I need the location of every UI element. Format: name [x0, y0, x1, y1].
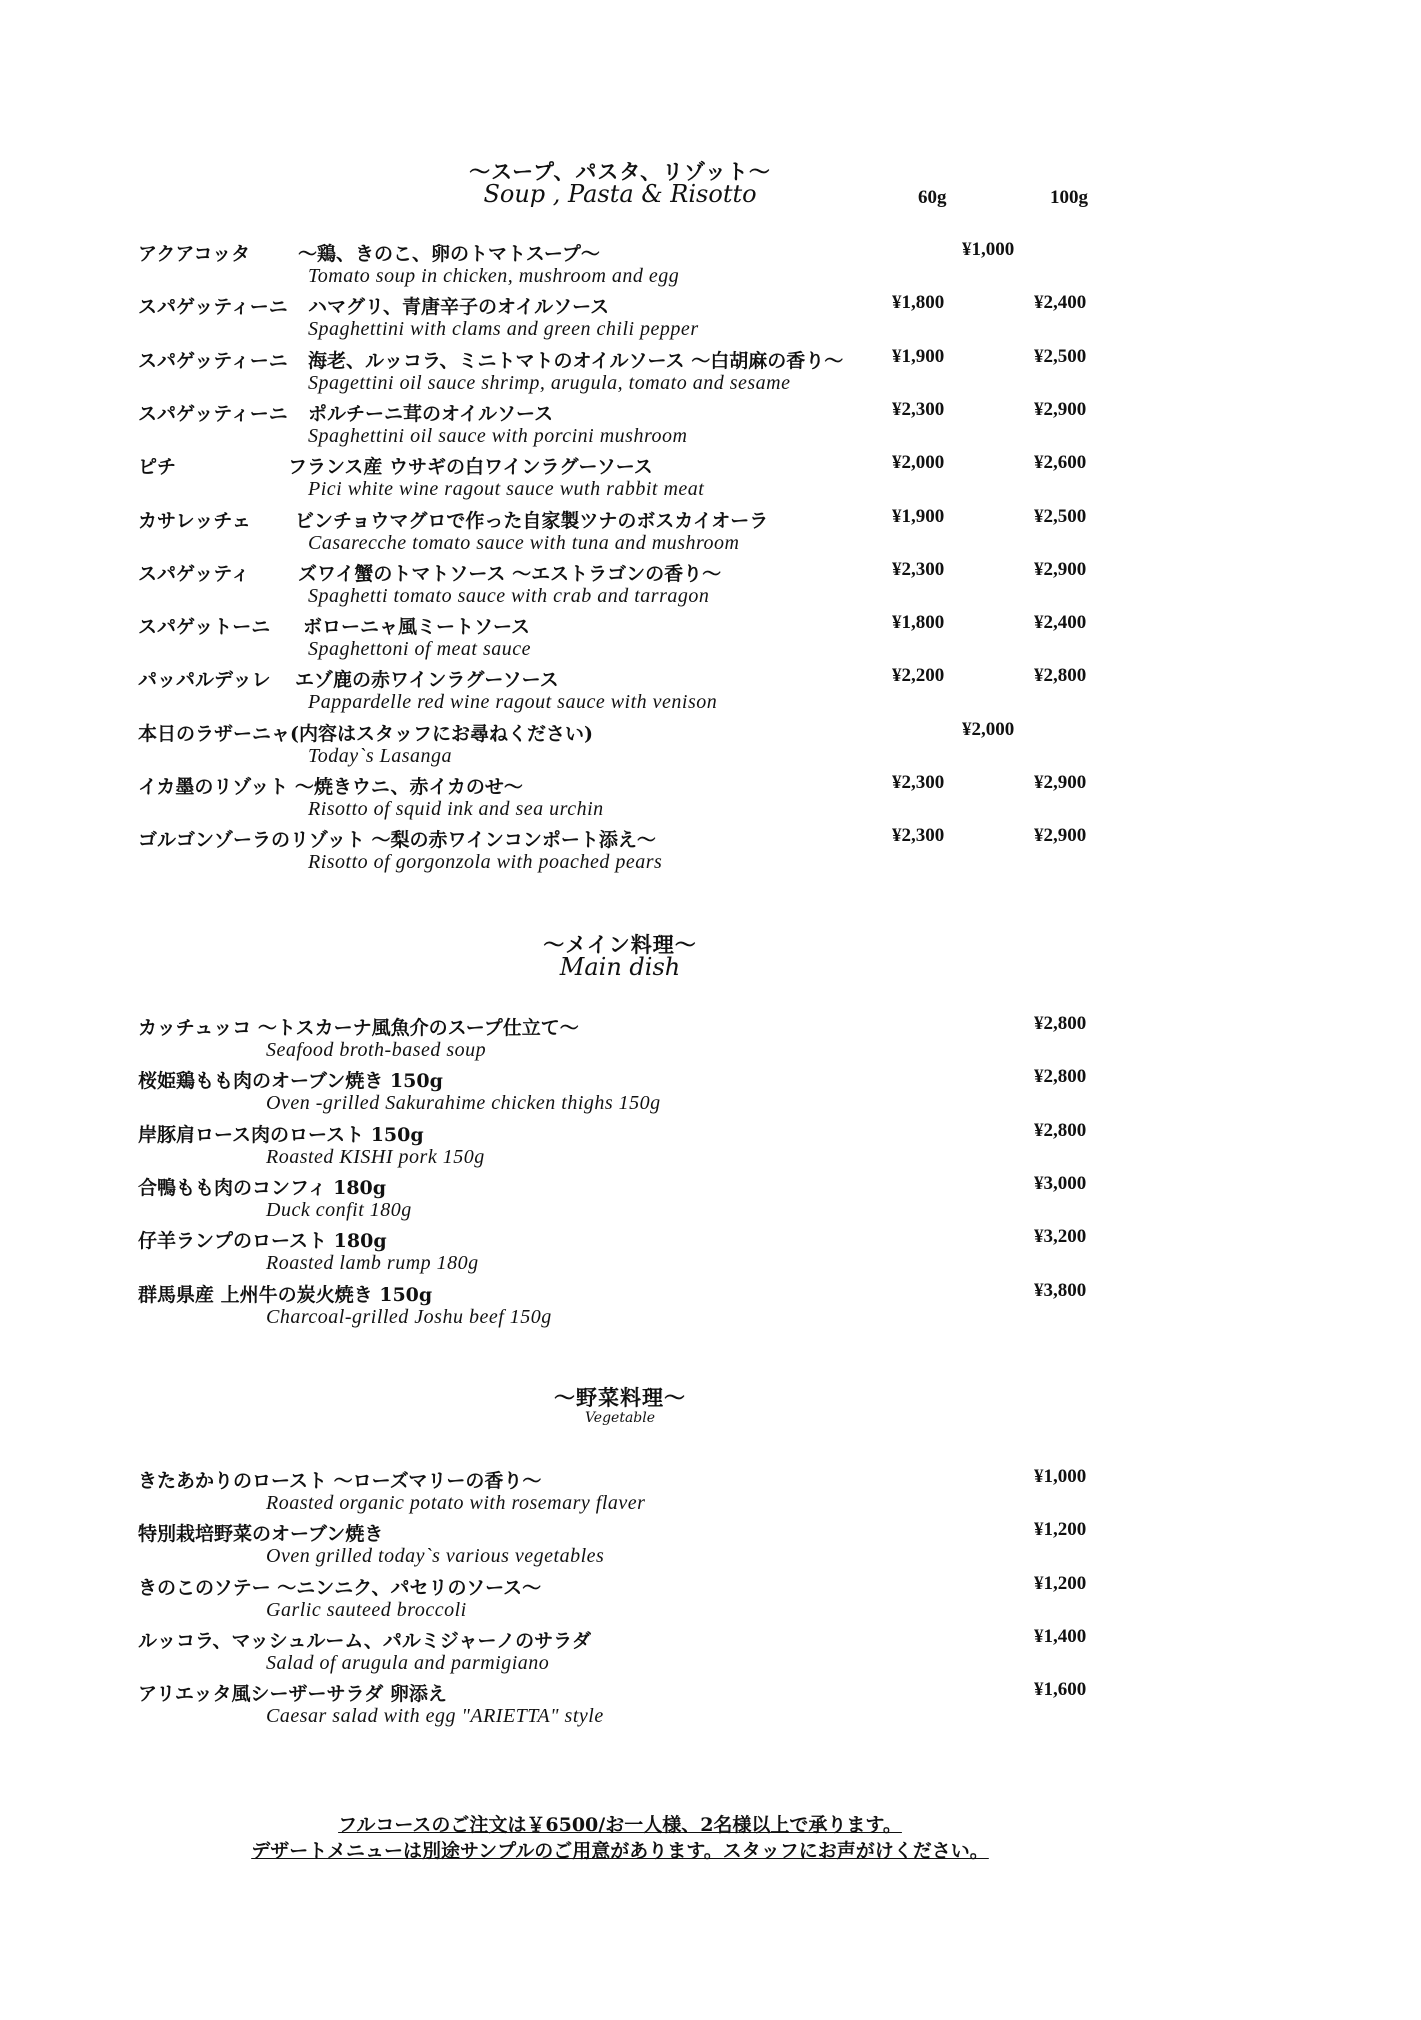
item-price-60g: ¥2,000: [892, 452, 945, 474]
item-english-name: Seafood broth-based soup: [266, 1039, 487, 1061]
item-name: 岸豚肩ロース肉のロースト 150g: [138, 1123, 424, 1146]
item-description: ポルチーニ茸のオイルソース: [308, 402, 554, 425]
item-english-name: Salad of arugula and parmigiano: [266, 1651, 550, 1674]
vegetable-subtitle: Vegetable: [584, 1410, 656, 1426]
item-price: ¥1,600: [1034, 1679, 1087, 1701]
item-price: ¥1,000: [1034, 1466, 1087, 1487]
item-name: スパゲッティ: [138, 562, 250, 585]
item-name: アリエッタ風シーザーサラダ 卵添え: [138, 1683, 447, 1706]
menu-item: [138, 665, 1138, 718]
item-name: スパゲッティーニ: [138, 296, 288, 319]
item-name: ルッコラ、マッシュルーム、パルミジャーノのサラダ: [138, 1629, 591, 1652]
item-name: 特別栽培野菜のオーブン焼き: [138, 1523, 384, 1546]
item-price: ¥3,800: [1034, 1279, 1087, 1301]
item-price-60g: ¥1,900: [892, 345, 945, 367]
menu-item: [138, 1173, 1138, 1226]
menu-item: [138, 1466, 1138, 1519]
item-description: ボローニャ風ミートソース: [303, 616, 531, 639]
item-price-60g: ¥2,300: [892, 772, 945, 793]
item-description: ビンチョウマグロで作った自家製ツナのボスカイオーラ: [295, 509, 769, 532]
menu-item: [138, 292, 1138, 345]
item-name: カッチュッコ ～トスカーナ風魚介のスープ仕立て～: [138, 1017, 579, 1039]
menu-item: [138, 1679, 1138, 1732]
item-english-name: Pappardelle red wine ragout sauce with venison: [308, 691, 718, 714]
item-price: ¥1,200: [1034, 1519, 1087, 1541]
item-price-100g: ¥2,600: [1034, 452, 1087, 474]
item-english-name: Caesar salad with egg "ARIETTA" style: [266, 1705, 604, 1728]
item-price-100g: ¥2,400: [1034, 612, 1087, 634]
menu-item: [138, 719, 1138, 772]
item-price-100g: ¥2,900: [1034, 825, 1087, 847]
soup-pasta-risotto-title: ～スープ、パスタ、リゾット～: [469, 159, 771, 184]
menu-item: [138, 239, 1138, 292]
item-name: 桜姫鶏もも肉のオーブン焼き 150g: [138, 1070, 443, 1093]
item-english-name: Risotto of gorgonzola with poached pears: [308, 851, 663, 874]
item-name: 本日のラザーニャ(内容はスタッフにお尋ねください): [138, 722, 593, 745]
item-name: スパゲッティーニ: [138, 402, 288, 425]
footer-dessert-note: デザートメニューは別途サンプルのご用意があります。スタッフにお声がけください。: [251, 1840, 989, 1862]
item-description: フランス産 ウサギの白ワインラグーソース: [288, 456, 653, 479]
item-english-name: Spaghettini with clams and green chili pepper: [308, 318, 699, 341]
menu-item: [138, 1280, 1138, 1333]
menu-item: [138, 1120, 1138, 1173]
menu-item: [138, 825, 1138, 878]
item-name: パッパルデッレ: [138, 669, 271, 692]
item-price: ¥1,200: [1034, 1572, 1087, 1594]
menu-item: [138, 506, 1138, 559]
menu-item: [138, 1519, 1138, 1572]
item-price-100g: ¥2,500: [1034, 345, 1087, 367]
item-price: ¥2,800: [1034, 1119, 1087, 1141]
item-price-60g: ¥2,300: [892, 558, 945, 580]
item-english-name: Roasted lamb rump 180g: [266, 1252, 479, 1275]
item-description: エゾ鹿の赤ワインラグーソース: [295, 669, 559, 692]
item-price: ¥1,000: [962, 239, 1015, 260]
soup-pasta-risotto-subtitle: Soup , Pasta & Risotto: [483, 180, 757, 208]
item-english-name: Oven -grilled Sakurahime chicken thighs 150g: [266, 1092, 661, 1115]
menu-item: [138, 772, 1138, 825]
menu-item: [138, 452, 1138, 505]
menu-item: [138, 1626, 1138, 1679]
menu-item: [138, 1573, 1138, 1626]
menu-item: [138, 1066, 1138, 1119]
item-name: ゴルゴンゾーラのリゾット ～梨の赤ワインコンポート添え～: [138, 829, 656, 852]
item-price: ¥2,800: [1034, 1013, 1087, 1034]
item-name: ピチ: [138, 456, 177, 479]
item-english-name: Roasted organic potato with rosemary flaver: [266, 1492, 646, 1514]
vegetable-title: ～野菜料理～: [554, 1385, 686, 1410]
item-price: ¥3,000: [1034, 1172, 1087, 1194]
item-price-100g: ¥2,800: [1034, 665, 1087, 687]
item-description: ～鶏、きのこ、卵のトマトスープ～: [298, 243, 600, 265]
item-english-name: Spagettini oil sauce shrimp, arugula, tomato and sesame: [308, 371, 791, 394]
item-name: イカ墨のリゾット ～焼きウニ、赤イカのせ～: [138, 776, 523, 798]
item-description: ハマグリ、青唐辛子のオイルソース: [308, 296, 610, 319]
item-price-60g: ¥2,300: [892, 825, 945, 847]
item-description: 海老、ルッコラ、ミニトマトのオイルソース ～白胡麻の香り～: [308, 349, 844, 372]
item-english-name: Charcoal-grilled Joshu beef 150g: [266, 1305, 552, 1328]
menu-item: [138, 346, 1138, 399]
item-price-100g: ¥2,400: [1034, 292, 1087, 314]
item-price: ¥2,800: [1034, 1066, 1087, 1088]
item-price-100g: ¥2,500: [1034, 505, 1087, 527]
item-price-100g: ¥2,900: [1034, 558, 1087, 580]
item-name: きのこのソテー ～ニンニク、パセリのソース～: [138, 1576, 542, 1599]
item-english-name: Tomato soup in chicken, mushroom and egg: [308, 265, 680, 287]
item-english-name: Pici white wine ragout sauce wuth rabbit meat: [308, 478, 705, 501]
item-price-60g: ¥1,900: [892, 505, 945, 527]
menu-item: [138, 1013, 1138, 1066]
item-english-name: Roasted KISHI pork 150g: [266, 1145, 485, 1168]
item-price-100g: ¥2,900: [1034, 398, 1087, 420]
item-price: ¥3,200: [1034, 1226, 1087, 1248]
item-price: ¥2,000: [962, 718, 1015, 740]
item-name: 仔羊ランプのロースト 180g: [138, 1230, 387, 1253]
item-price-60g: ¥1,800: [892, 292, 945, 314]
item-english-name: Spaghetti tomato sauce with crab and tarragon: [308, 584, 710, 607]
item-english-name: Oven grilled today`s various vegetables: [266, 1545, 605, 1568]
item-name: 群馬県産 上州牛の炭火焼き 150g: [138, 1283, 433, 1306]
main-dish-title: ～メイン料理～: [543, 932, 697, 957]
item-name: きたあかりのロースト ～ローズマリーの香り～: [138, 1470, 542, 1492]
column-header-60g: 60g: [918, 187, 947, 208]
item-english-name: Garlic sauteed broccoli: [266, 1598, 467, 1621]
item-english-name: Today`s Lasanga: [308, 744, 453, 767]
menu-item: [138, 399, 1138, 452]
item-price-60g: ¥2,200: [892, 665, 945, 687]
menu-item: [138, 1226, 1138, 1279]
item-price-100g: ¥2,900: [1034, 772, 1087, 793]
item-english-name: Duck confit 180g: [266, 1198, 412, 1221]
item-price-60g: ¥2,300: [892, 398, 945, 420]
item-english-name: Risotto of squid ink and sea urchin: [308, 798, 604, 820]
item-description: ズワイ蟹のトマトソース ～エストラゴンの香り～: [298, 562, 722, 585]
item-english-name: Casarecche tomato sauce with tuna and mushroom: [308, 531, 740, 554]
item-english-name: Spaghettoni of meat sauce: [308, 638, 532, 661]
main-dish-subtitle: Main dish: [559, 953, 681, 981]
item-name: スパゲットーニ: [138, 616, 271, 639]
item-price-60g: ¥1,800: [892, 612, 945, 634]
footer-course-note: フルコースのご注文は￥6500/お一人様、2名様以上で承ります。: [338, 1814, 902, 1836]
item-name: 合鴨もも肉のコンフィ 180g: [138, 1176, 387, 1199]
menu-item: [138, 559, 1138, 612]
item-name: スパゲッティーニ: [138, 349, 288, 372]
item-name: カサレッチェ: [138, 509, 251, 532]
item-english-name: Spaghettini oil sauce with porcini mushroom: [308, 424, 688, 447]
item-name: アクアコッタ: [138, 243, 251, 265]
menu-item: [138, 612, 1138, 665]
column-header-100g: 100g: [1050, 187, 1088, 208]
item-price: ¥1,400: [1034, 1625, 1087, 1647]
